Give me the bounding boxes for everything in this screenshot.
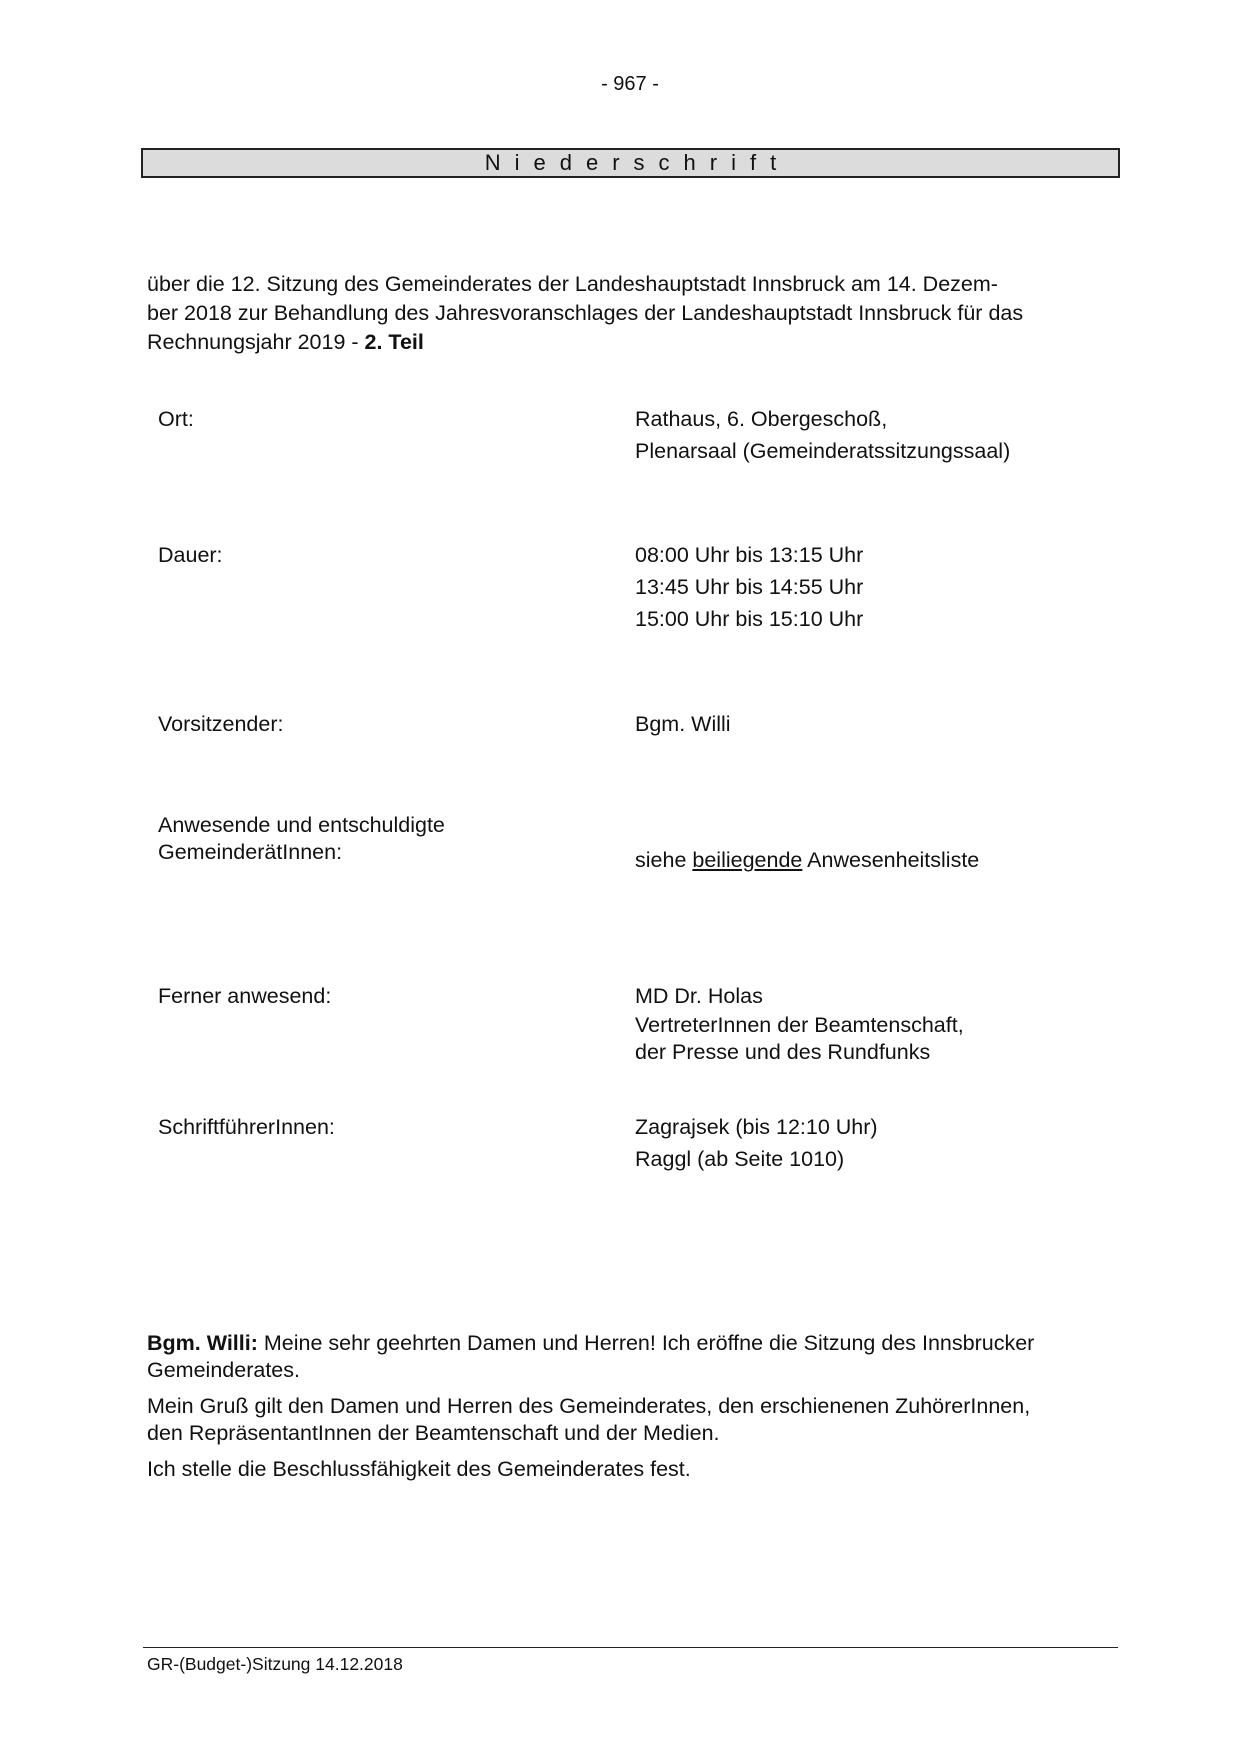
intro-line — [147, 328, 1107, 357]
dauer-label: Dauer: — [158, 543, 223, 567]
vorsitzender-label: Vorsitzender: — [158, 712, 284, 736]
value-line: 15:00 Uhr bis 15:10 Uhr — [635, 607, 864, 631]
value-line: MD Dr. Holas — [635, 984, 763, 1008]
value-text: siehe — [635, 848, 693, 872]
intro-line: ber 2018 zur Behandlung des Jahresvoranschlages der Landeshauptstadt Innsbruck für das — [147, 301, 1024, 325]
anwesende-value — [635, 844, 979, 876]
vorsitzender-value: Bgm. Willi — [635, 712, 731, 736]
intro-text: Rechnungsjahr 2019 - — [147, 330, 365, 354]
intro-line: über die 12. Sitzung des Gemeinderates der Landeshauptstadt Innsbruck am 14. Dezem- — [147, 272, 998, 296]
speech-paragraph-3: Ich stelle die Beschlussfähigkeit des Gemeinderates fest. — [147, 1457, 691, 1481]
speaker-name: Bgm. Willi: — [147, 1331, 258, 1355]
value-line: Plenarsaal (Gemeinderatssitzungssaal) — [635, 439, 1011, 463]
value-line: 13:45 Uhr bis 14:55 Uhr — [635, 575, 864, 599]
dauer-value — [635, 539, 863, 635]
speech-line: den RepräsentantInnen der Beamtenschaft und der Medien. — [147, 1421, 720, 1445]
value-line: VertreterInnen der Beamtenschaft, — [635, 1013, 964, 1037]
value-text: Anwesenheitsliste — [802, 848, 980, 872]
speech-paragraph-2 — [147, 1393, 1107, 1447]
page-number: - 967 - — [601, 73, 659, 95]
part-label: 2. Teil — [364, 330, 424, 354]
speech-paragraph-1 — [147, 1330, 1107, 1384]
speech-line: Gemeinderates. — [147, 1358, 300, 1382]
ferner-value — [635, 980, 964, 1066]
value-line: Zagrajsek (bis 12:10 Uhr) — [635, 1115, 878, 1139]
schriftfuehrer-value — [635, 1111, 878, 1175]
value-line: Raggl (ab Seite 1010) — [635, 1147, 845, 1171]
ort-value — [635, 403, 1010, 467]
speech-text: Meine sehr geehrten Damen und Herren! Ich eröffne die Sitzung des Innsbrucker — [257, 1331, 1035, 1355]
intro-paragraph — [147, 270, 1107, 357]
speech-line — [147, 1330, 1107, 1357]
underlined-word: beiliegende — [692, 848, 803, 872]
value-line: 08:00 Uhr bis 13:15 Uhr — [635, 543, 864, 567]
anwesende-label — [158, 812, 445, 866]
document-title: Niederschrift — [141, 148, 1120, 178]
ferner-label: Ferner anwesend: — [158, 984, 332, 1008]
value-line: der Presse und des Rundfunks — [635, 1040, 931, 1064]
schriftfuehrer-label: SchriftführerInnen: — [158, 1115, 335, 1139]
value-line: Rathaus, 6. Obergeschoß, — [635, 407, 888, 431]
label-line: GemeinderätInnen: — [158, 840, 343, 864]
footer-text: GR-(Budget-)Sitzung 14.12.2018 — [147, 1654, 403, 1674]
ort-label: Ort: — [158, 407, 194, 431]
speech-line: Mein Gruß gilt den Damen und Herren des Gemeinderates, den erschienenen ZuhörerInnen, — [147, 1394, 1031, 1418]
footer-divider — [143, 1647, 1118, 1648]
label-line: Anwesende und entschuldigte — [158, 813, 445, 837]
